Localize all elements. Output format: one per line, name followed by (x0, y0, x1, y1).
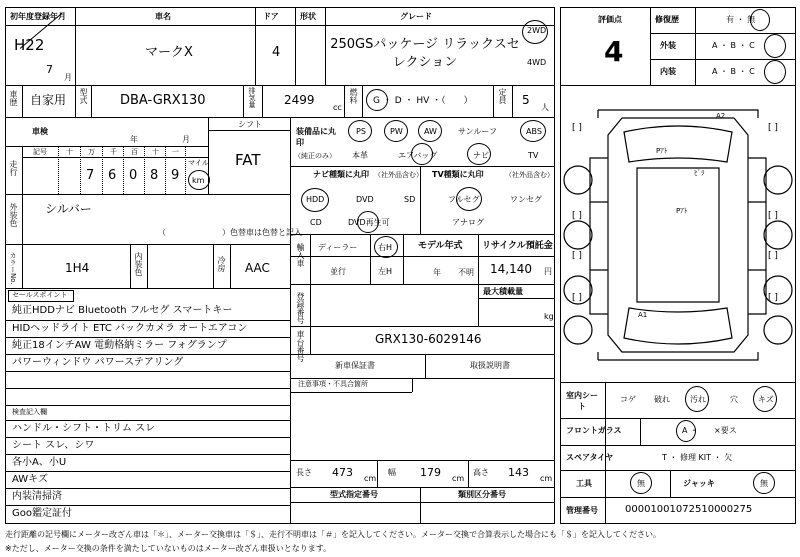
length-value: 473 (332, 466, 353, 479)
diagram-label-a1: A1 (638, 311, 648, 319)
equip-ps: PS (356, 127, 366, 136)
interior-color-label: 内装色 (134, 252, 143, 276)
equip-navi-circle (467, 143, 491, 165)
car-name: マークX (145, 45, 193, 60)
inspector-note-5: 内装清掃済 (12, 491, 62, 502)
equip-sunroof: サンルーフ (458, 127, 497, 136)
tv-oneseg: ワンセグ (510, 195, 542, 204)
shift-value: FAT (235, 151, 261, 169)
tools-none-circle (630, 472, 652, 494)
model-year-header: モデル年式 (418, 241, 463, 251)
steer-right: 右H (378, 243, 393, 252)
inspection-label: 車検 (32, 127, 48, 136)
score-value: 4 (604, 35, 624, 68)
footer-note-2: ※ただし、メーター交換の条件を満たしていないものはメーター改ざん車扱いとなります。 (5, 544, 332, 553)
import-label: 輸入車 (296, 243, 305, 267)
color-no-label: カラーNo. (9, 252, 17, 285)
jack-label: ジャッキ (683, 479, 715, 488)
equip-abs-circle (520, 120, 546, 142)
inspector-note-6: Goo鑑定証付 (12, 508, 72, 519)
recycle-unit: 円 (544, 267, 552, 276)
displacement-unit: cc (333, 103, 342, 112)
fuel-value: G ・ D ・ HV ・（ ） (373, 96, 473, 106)
nav-dvd-play-circle (357, 211, 379, 233)
management-number: 00001001072510000275 (625, 504, 753, 515)
model-label: 型式 (79, 88, 88, 104)
equip-airbag-circle (411, 143, 433, 165)
tv-type-sub: （社外品含む） (505, 171, 554, 179)
width-unit: cm (452, 474, 465, 483)
repair-options: 有 ・ 無 (726, 15, 756, 24)
mileage-unit-4: 百 (131, 148, 138, 156)
seat-label: 室内シート (566, 391, 598, 411)
length-label: 長さ (296, 468, 312, 477)
tv-fullseg-circle (456, 187, 482, 211)
exterior-grade-label: 外装 (660, 41, 676, 50)
nav-hdd-circle (301, 188, 329, 212)
import-dealer: ディーラー (318, 243, 358, 252)
jack-none-circle (753, 472, 775, 494)
recycle-header: リサイクル預託金 (482, 241, 553, 251)
seat-hole: 穴 (730, 395, 738, 404)
inspection-year-unit: 年 (130, 135, 138, 144)
inspection-month-unit: 月 (182, 135, 190, 144)
interior-grade-label: 内装 (660, 67, 676, 76)
tools-value: 無 (637, 479, 645, 488)
reg-no-label: 登録番号 (296, 292, 305, 324)
equip-aw-circle (418, 120, 442, 142)
mileage-digit-4: 8 (150, 168, 159, 183)
shift-header: シフト (238, 120, 262, 129)
tv-analog: アナログ (452, 218, 484, 227)
model-value: DBA-GRX130 (120, 93, 206, 108)
length-unit: cm (364, 474, 377, 483)
seat-scratch-circle (753, 386, 777, 412)
interior-grade-options: A ・ B ・ C (712, 67, 755, 76)
sales-point-2: HIDヘッドライト ETC バックカメラ オートエアコン (12, 323, 248, 334)
sales-point-4: パワーウィンドウ パワーステアリング (12, 357, 184, 368)
tv-type-header: TV種類に丸印 (432, 170, 484, 179)
grade-value: 250GSパッケージ リラックスセレクション (330, 37, 520, 70)
exterior-grade-options: A ・ B ・ C (712, 41, 755, 50)
import-parallel: 並行 (330, 267, 346, 276)
equipment-label: 装備品に丸印 (296, 127, 336, 147)
seat-scorch: コゲ (620, 395, 636, 404)
repair-label: 修復歴 (655, 15, 679, 24)
displacement-value: 2499 (284, 93, 315, 107)
tv-fullseg: フルセグ (448, 195, 480, 204)
equipment-sub: （純正のみ） (294, 152, 336, 160)
glass-label: フロントガラス (566, 426, 622, 435)
equip-tv: TV (528, 151, 539, 160)
glass-a-circle (676, 420, 696, 442)
management-label: 管理番号 (566, 506, 598, 515)
class-number-header: 類別区分番号 (458, 490, 506, 499)
sales-point-1: 純正HDDナビ Bluetooth フルセグ スマートキー (12, 305, 233, 316)
drive-2wd-circle (522, 20, 548, 44)
grade-header: グレード (400, 12, 432, 21)
equip-aw: AW (424, 127, 437, 136)
spare-tire-value: T ・ 修理 KIT ・ 欠 (662, 453, 733, 462)
reg-era-year: H22 (14, 36, 45, 54)
score-label: 評価点 (598, 15, 622, 24)
warranty-label: 新車保証書 (335, 361, 375, 370)
fuel-label: 燃料 (349, 88, 358, 104)
interior-c-circle (764, 60, 786, 84)
svg-text:[ ]: [ ] (572, 211, 582, 221)
equip-airbag: エアバッグ (398, 151, 438, 160)
max-load-header: 最大積載量 (483, 287, 523, 296)
mileage-km: km (192, 176, 205, 185)
repair-none-circle (750, 9, 770, 31)
recycle-value: 14,140 (490, 262, 532, 276)
mileage-mile: マイル (188, 159, 209, 167)
color-change-note: （ ）色替車は色替と記入 (158, 228, 302, 237)
type-number-header: 型式指定番号 (330, 490, 378, 499)
drive-2wd: 2WD (527, 26, 547, 35)
glass-value: A ・ ×要ス (682, 426, 737, 435)
inspector-note-1: ハンドル・シフト・トリム スレ (12, 423, 156, 434)
exterior-color-value: シルバー (45, 202, 92, 216)
capacity-unit: 人 (541, 103, 549, 112)
nav-cd: CD (310, 218, 322, 227)
svg-text:[ ]: [ ] (572, 293, 582, 303)
manual-label: 取扱説明書 (470, 361, 510, 370)
capacity-label: 定員 (498, 88, 507, 104)
fuel-g-circle (366, 89, 388, 111)
drive-4wd: 4WD (527, 58, 547, 67)
door-count: 4 (272, 45, 281, 60)
width-value: 179 (420, 466, 441, 479)
nav-type-sub: （社外品含む） (374, 171, 423, 179)
diagram-label-patch-front: Pｱﾄ (656, 147, 668, 155)
svg-text:[ ]: [ ] (572, 251, 582, 261)
inspector-note-3: 各小A、小U (12, 457, 67, 468)
nav-dvd-play: DVD再生可 (348, 218, 390, 227)
nav-type-header: ナビ種類に丸印 (313, 170, 369, 179)
nav-hdd: HDD (306, 195, 325, 204)
svg-text:[ ]: [ ] (768, 251, 778, 261)
exterior-color-label: 外装色 (9, 203, 18, 227)
height-unit: cm (540, 474, 553, 483)
equip-ps-circle (348, 120, 372, 142)
nav-dvd: DVD (356, 195, 374, 204)
model-year-unit: 年 (433, 268, 441, 277)
width-label: 幅 (388, 468, 396, 477)
spare-tire-label: スペアタイヤ (566, 453, 614, 462)
mileage-unit-2: 万 (88, 148, 95, 156)
svg-text:[ ]: [ ] (572, 123, 582, 133)
diagram-label-roof: ﾋﾞﾗ (694, 169, 705, 177)
diagram-label-a2: A2 (716, 112, 726, 120)
equip-navi: ナビ (473, 151, 489, 160)
use-value: 自家用 (30, 93, 67, 107)
reg-month-unit: 月 (64, 73, 72, 82)
mileage-digit-2: 6 (108, 168, 117, 183)
mileage-digit-3: 0 (129, 168, 138, 183)
displacement-label: 排気量 (248, 87, 256, 108)
sales-point-3: 純正18インチAW 電動格納ミラー フォグランプ (12, 340, 227, 351)
footer-note-1: 走行距離の記号欄にメーター改ざん車は「＊」、メーター交換車は「＄」、走行不明車は「＃」を記入してください。メーター交換で合算表示した場合にも「＄」を記入してください。 (5, 530, 661, 539)
sales-point-header: セールスポイント (12, 291, 68, 299)
svg-text:[ ]: [ ] (768, 293, 778, 303)
model-year-unknown: 不明 (458, 268, 474, 277)
mileage-unit-5: 十 (152, 148, 159, 156)
mileage-unit-0: 記号 (33, 148, 47, 156)
color-no-value: 1H4 (65, 261, 90, 275)
jack-value: 無 (760, 479, 768, 488)
inspector-note-2: シート スレ、シワ (12, 440, 95, 451)
diagram-label-patch-side: Pｱﾄ (676, 207, 688, 215)
inspector-header: 検査記入欄 (12, 408, 47, 416)
mileage-unit-3: 千 (110, 148, 117, 156)
chassis-label: 車台番号 (296, 330, 305, 362)
mileage-digit-5: 9 (171, 168, 180, 183)
shape-header: 形状 (300, 12, 316, 21)
equip-abs: ABS (526, 127, 542, 136)
tools-label: 工具 (576, 479, 592, 488)
svg-text:[ ]: [ ] (768, 123, 778, 133)
height-value: 143 (508, 466, 529, 479)
exterior-c-circle (764, 34, 786, 58)
capacity-value: 5 (522, 93, 530, 107)
mileage-digit-1: 7 (86, 168, 95, 183)
equip-pw-circle (384, 120, 408, 142)
steer-right-circle (374, 236, 398, 258)
seat-scratch: キズ (758, 395, 774, 404)
car-damage-diagram (562, 90, 794, 380)
car-name-header: 車名 (155, 12, 171, 21)
seat-stain: 汚れ (690, 395, 706, 404)
steer-left: 左H (378, 267, 393, 276)
notes-header: 注意事項・不具合箇所 (298, 380, 368, 388)
use-label: 車歴 (9, 90, 18, 106)
chassis-value: GRX130-6029146 (375, 332, 482, 346)
mileage-label: 走行 (9, 160, 18, 176)
km-circle (188, 170, 210, 190)
equip-pw: PW (390, 127, 403, 136)
nav-sd: SD (404, 195, 416, 204)
aircon-value: AAC (245, 261, 270, 275)
inspector-note-4: AWキズ (12, 474, 48, 485)
door-header: ドア (263, 12, 279, 21)
height-label: 高さ (473, 468, 489, 477)
mileage-unit-6: 一 (172, 148, 179, 156)
mileage-unit-1: 十 (66, 148, 73, 156)
svg-text:[ ]: [ ] (768, 211, 778, 221)
aircon-label: 冷房 (217, 256, 226, 272)
equip-leather: 本革 (352, 151, 368, 160)
reg-date-header: 初年度登録年月 (10, 12, 66, 21)
seat-stain-circle (685, 386, 709, 412)
reg-month: 7 (46, 63, 53, 76)
seat-tear: 破れ (654, 395, 670, 404)
max-load-unit: kg (544, 312, 554, 321)
